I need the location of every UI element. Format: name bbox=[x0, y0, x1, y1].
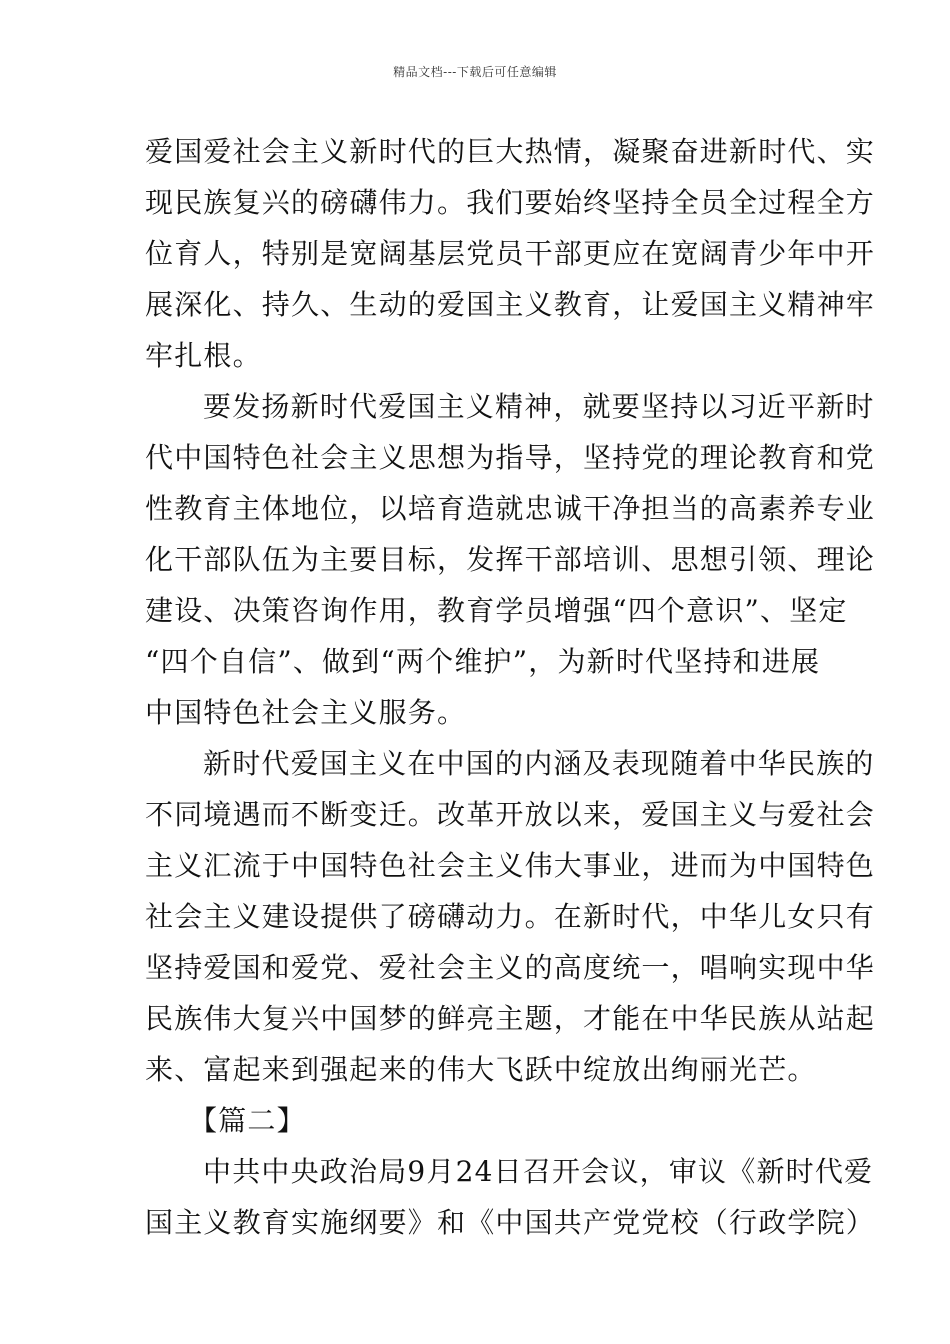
text-line: 来、富起来到强起来的伟大飞跃中绽放出绚丽光芒。 bbox=[145, 1053, 817, 1086]
text-line: 牢扎根。 bbox=[145, 339, 262, 372]
text-line: 化干部队伍为主要目标，发挥干部培训、思想引领、理论 bbox=[145, 543, 876, 576]
text-line: 社会主义建设提供了磅礴动力。在新时代，中华儿女只有 bbox=[145, 900, 876, 933]
text-line: 不同境遇而不断变迁。改革开放以来，爱国主义与爱社会 bbox=[145, 798, 876, 831]
paragraph-start-line: 新时代爱国主义在中国的内涵及表现随着中华民族的 bbox=[203, 747, 875, 780]
paragraph-start-line: 中共中央政治局9月24日召开会议，审议《新时代爱 bbox=[203, 1155, 874, 1188]
text-line: 代中国特色社会主义思想为指导，坚持党的理论教育和党 bbox=[145, 441, 876, 474]
text-line: 位育人，特别是宽阔基层党员干部更应在宽阔青少年中开 bbox=[145, 237, 876, 270]
paragraph-start-line: 要发扬新时代爱国主义精神，就要坚持以习近平新时 bbox=[203, 390, 875, 423]
text-line: 坚持爱国和爱党、爱社会主义的高度统一，唱响实现中华 bbox=[145, 951, 876, 984]
document-body bbox=[145, 126, 876, 1248]
page-header: 精品文档---下载后可任意编辑 bbox=[393, 65, 557, 79]
text-line: “四个自信”、做到“两个维护”，为新时代坚持和进展 bbox=[145, 645, 821, 678]
text-line: 现民族复兴的磅礴伟力。我们要始终坚持全员全过程全方 bbox=[145, 186, 876, 219]
text-line: 主义汇流于中国特色社会主义伟大事业，进而为中国特色 bbox=[145, 849, 876, 882]
section-heading: 【篇二】 bbox=[189, 1104, 306, 1137]
text-line: 爱国爱社会主义新时代的巨大热情，凝聚奋进新时代、实 bbox=[145, 135, 876, 168]
text-line: 展深化、持久、生动的爱国主义教育，让爱国主义精神牢 bbox=[145, 288, 876, 321]
text-line: 国主义教育实施纲要》和《中国共产党党校（行政学院） bbox=[145, 1206, 876, 1239]
text-line: 中国特色社会主义服务。 bbox=[145, 696, 467, 729]
text-line: 建设、决策咨询作用，教育学员增强“四个意识”、坚定 bbox=[145, 594, 848, 627]
text-line: 民族伟大复兴中国梦的鲜亮主题，才能在中华民族从站起 bbox=[145, 1002, 876, 1035]
text-line: 性教育主体地位，以培育造就忠诚干净担当的高素养专业 bbox=[145, 492, 876, 525]
